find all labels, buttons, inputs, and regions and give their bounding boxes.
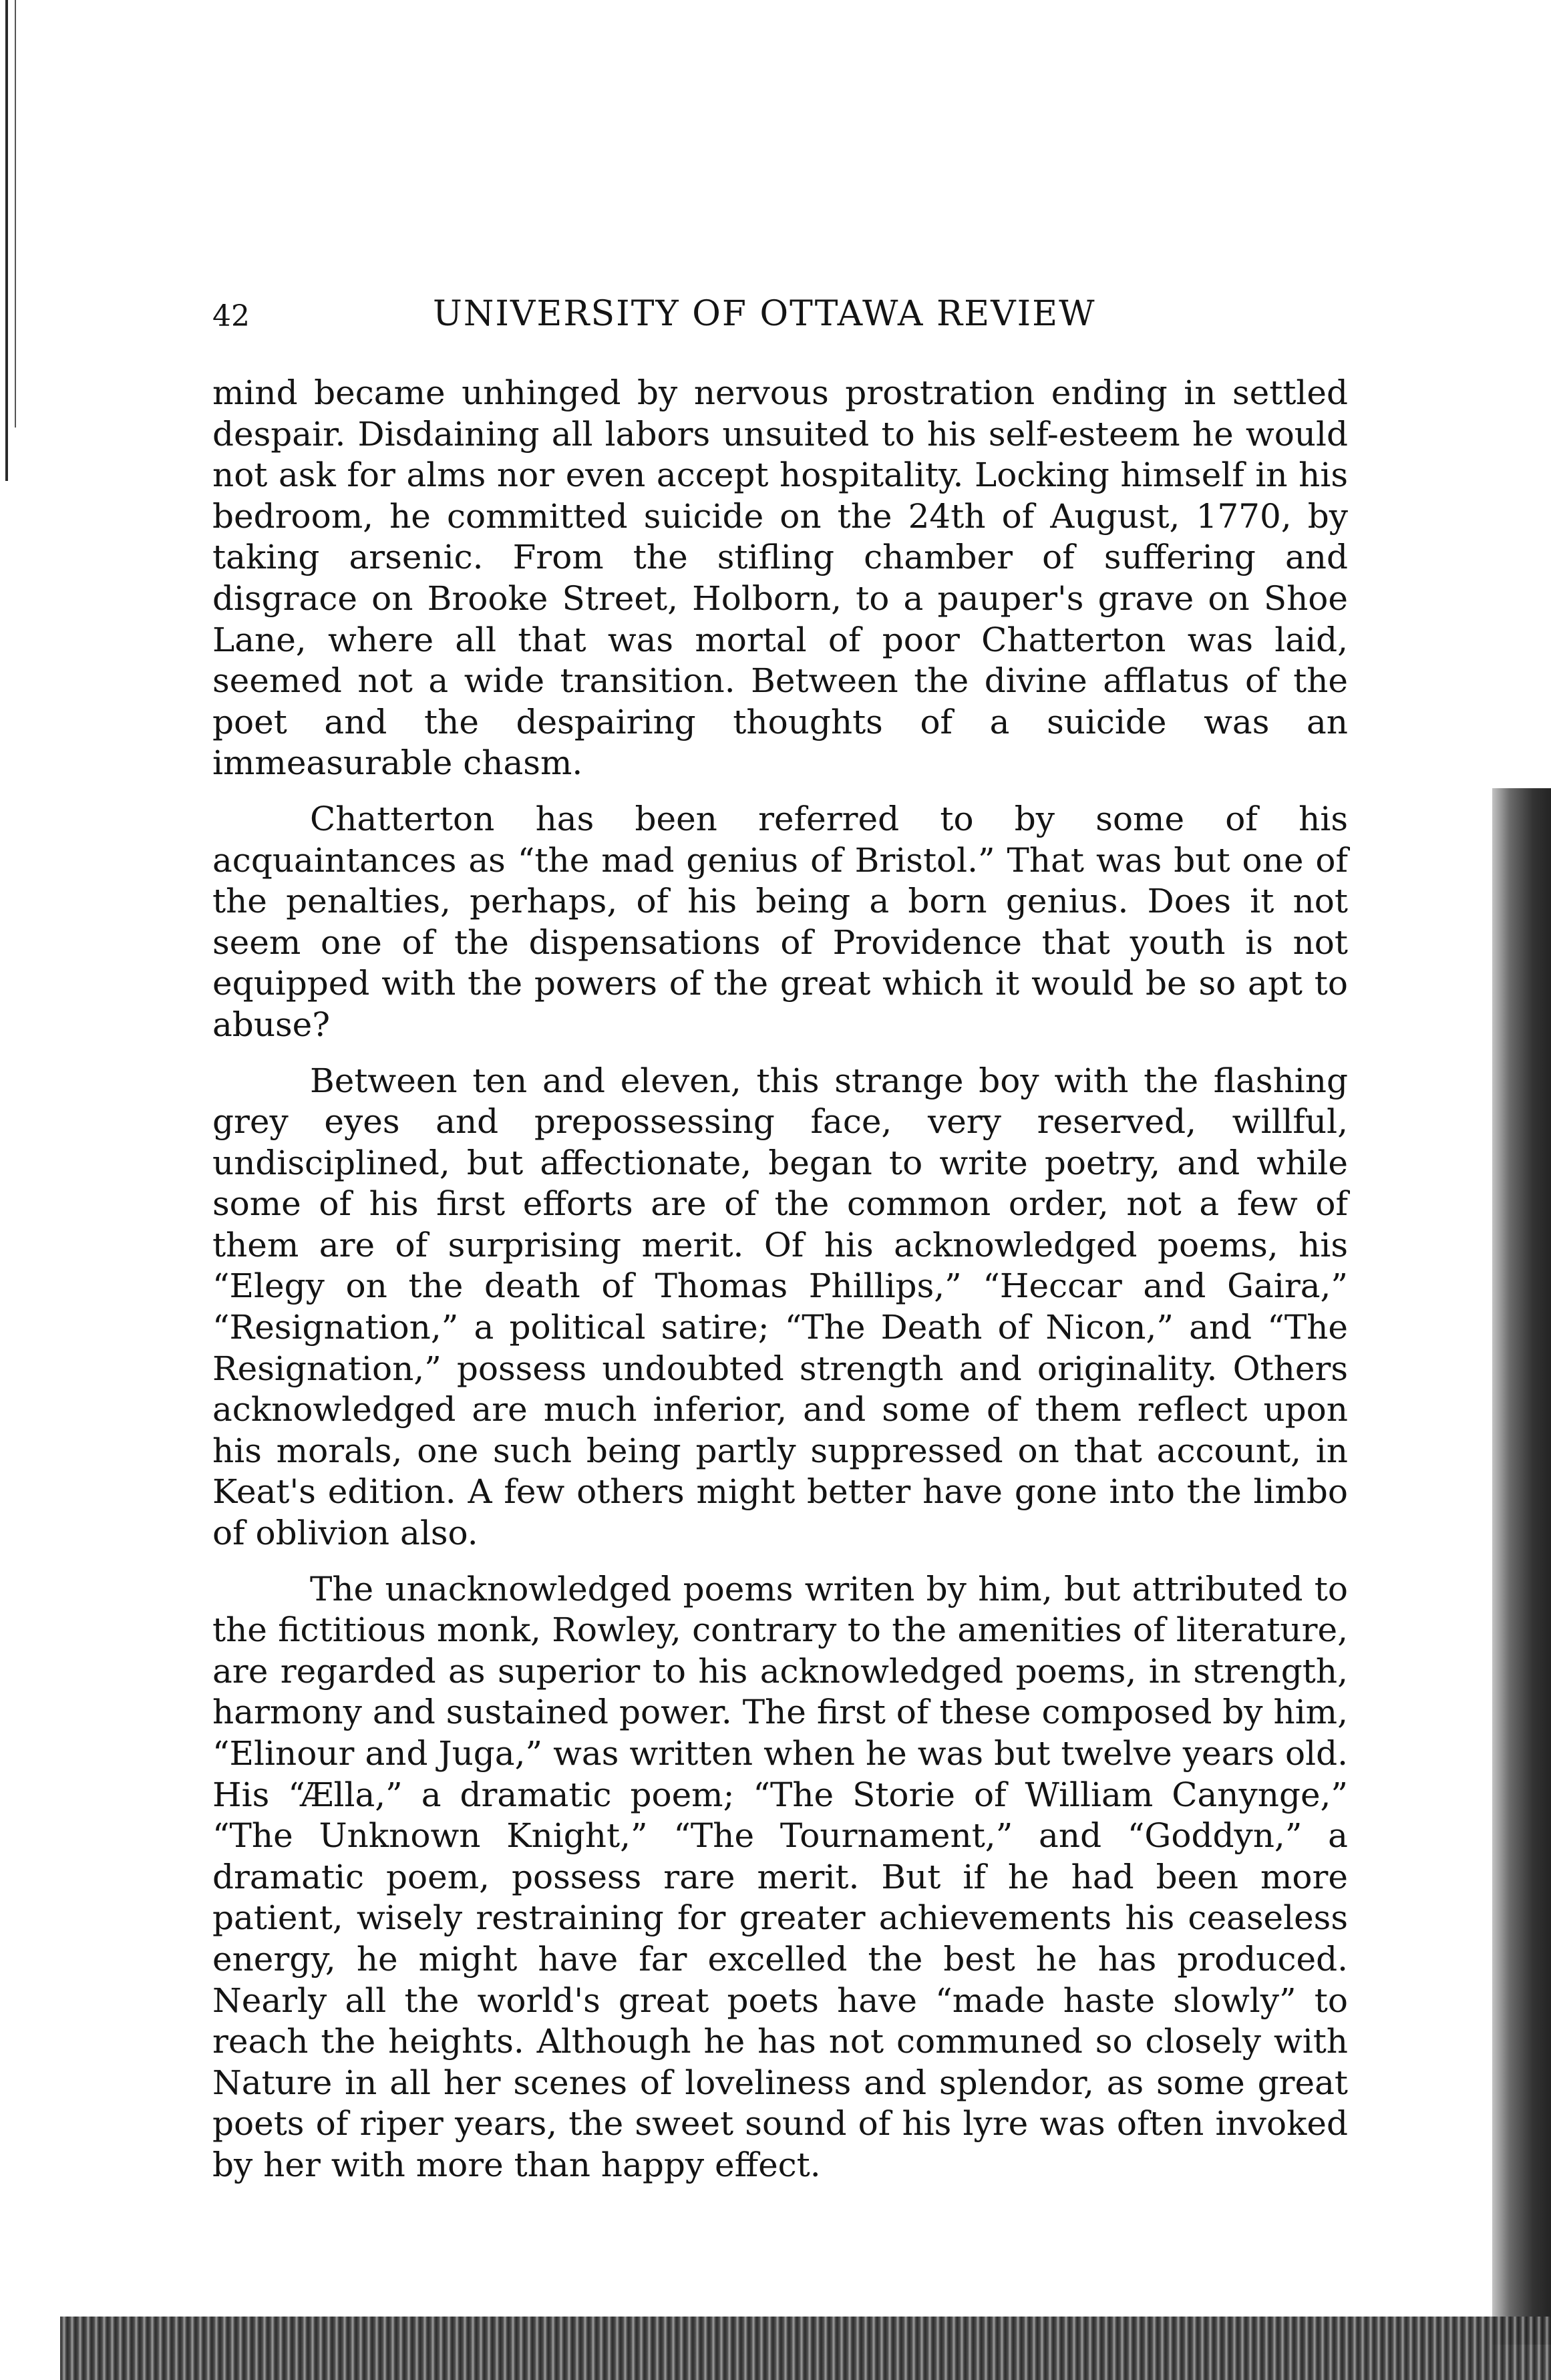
- page-header: [212, 294, 1348, 347]
- paragraph-4: The unacknowledged poems writen by him, but attributed to the fictitious monk, Rowley, contrary to the amenities of literature, are regarded as superior to his acknowledged poems, in strength, harmony and sustained power. The first of these composed by him, “Elinour and Juga,” was written when he was but twelve years old. His “Ælla,” a dramatic poem; “The Storie of William Canynge,” “The Unknown Knight,” “The Tournament,” and “Goddyn,” a dramatic poem, possess rare merit. But if he had been more patient, wisely restraining for greater achievements his ceaseless energy, he might have far excelled the best he has produced. Nearly all the world's great poets have “made haste slowly” to reach the heights. Although he has not communed so closely with Nature in all her scenes of loveliness and splendor, as some great poets of riper years, the sweet sound of his lyre was often invoked by her with more than happy effect.: [212, 1569, 1348, 2184]
- page-number: 42: [212, 299, 250, 333]
- paragraph-3: Between ten and eleven, this strange boy with the flashing grey eyes and prepossessing face, very reserved, willful, undisciplined, but affectionate, began to write poetry, and while some of his first efforts are of the common order, not a few of them are of surprising merit. Of his acknowledged poems, his “Elegy on the death of Thomas Phillips,” “Heccar and Gaira,” “Resignation,” a political satire; “The Death of Nicon,” and “The Resignation,” possess undoubted strength and originality. Others acknowledged are much inferior, and some of them reflect upon his morals, one such being partly suppressed on that account, in Keat's edition. A few others might better have gone into the limbo of oblivion also.: [212, 1061, 1348, 1553]
- scan-binding-shadow: [1492, 788, 1551, 2345]
- scan-bottom-edge: [60, 2317, 1551, 2380]
- scan-edge-rule-secondary: [15, 0, 16, 428]
- article-body: [212, 373, 1348, 2201]
- paragraph-1: mind became unhinged by nervous prostration ending in settled despair. Disdaining all labors unsuited to his self-esteem he would not ask for alms nor even accept hospitality. Locking himself in his bedroom, he committed suicide on the 24th of August, 1770, by taking arsenic. From the stifling chamber of suffering and disgrace on Brooke Street, Holborn, to a pauper's grave on Shoe Lane, where all that was mortal of poor Chatterton was laid, seemed not a wide transition. Between the divine afflatus of the poet and the despairing thoughts of a suicide was an immeasurable chasm.: [212, 373, 1348, 783]
- paragraph-2: Chatterton has been referred to by some of his acquaintances as “the mad genius of Bristol.” That was but one of the penalties, perhaps, of his being a born genius. Does it not seem one of the dispensations of Providence that youth is not equipped with the powers of the great which it would be so apt to abuse?: [212, 799, 1348, 1044]
- running-head: UNIVERSITY OF OTTAWA REVIEW: [433, 294, 1096, 334]
- scan-edge-rule: [5, 0, 8, 481]
